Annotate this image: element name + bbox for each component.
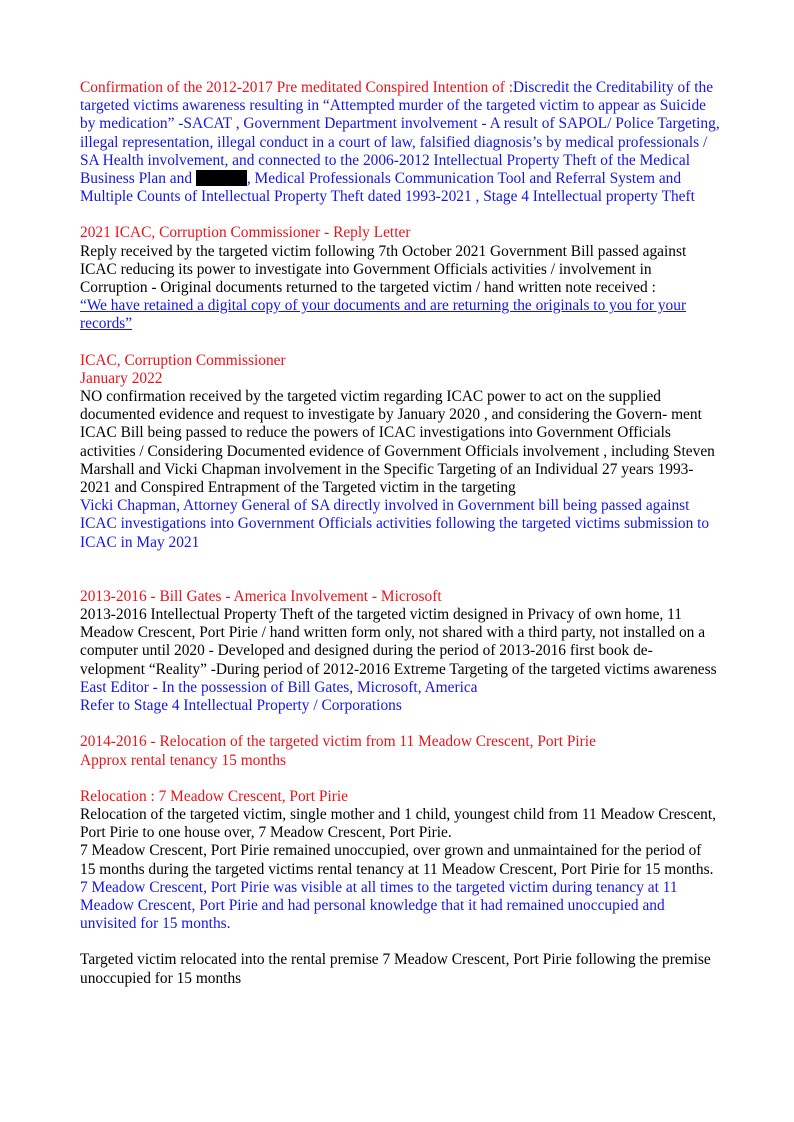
icac-reply-letter-body: Reply received by the targeted victim following 7th October 2021 Government Bill passed against ICAC reducing its power to investigate into Government Officials activities / involvement in Corruption - Original documents returned to the targeted victim / hand written note received : — [80, 242, 687, 297]
relocation-body-1: Relocation of the targeted victim, single mother and 1 child, youngest child from 11 Meadow Crescent, Port Pirie to one house over, 7 Meadow Crescent, Port Pirie. — [80, 805, 716, 842]
icac-reply-letter-heading: 2021 ICAC, Corruption Commissioner - Reply Letter — [80, 224, 411, 242]
east-editor-line: East Editor - In the possession of Bill Gates, Microsoft, America — [80, 678, 478, 696]
rental-tenancy-line: Approx rental tenancy 15 months — [80, 751, 287, 769]
relocated-into-premise-text: Targeted victim relocated into the rental premise 7 Meadow Crescent, Port Pirie following the premise unoccupied for 15 months — [80, 951, 711, 987]
stage4-reference-line: Refer to Stage 4 Intellectual Property / Corporations — [80, 697, 402, 715]
relocation-body-2: 7 Meadow Crescent, Port Pirie remained unoccupied, over grown and unmaintained for the period of 15 months during the targeted victims rental tenancy at 11 Meadow Crescent, Port Pirie for 15 months. — [80, 842, 714, 878]
confirmation-body-part2: , Medical Professionals Communication Tool and Referral System and Multiple Counts of Intellectual Property Theft dated 1993-2021 , Stage 4 Intellectual property Theft — [80, 170, 695, 206]
relocation-blue-note: 7 Meadow Crescent, Port Pirie was visible at all times to the targeted victim during tenancy at 11 Meadow Crescent, Port Pirie and had personal knowledge that it had remained unoccupied and unvisited for 15 months. — [80, 878, 678, 933]
confirmation-heading: Confirmation of the 2012-2017 Pre meditated Conspired Intention of : — [80, 79, 513, 96]
section-2012-2017-confirmation — [80, 79, 720, 206]
document-page — [80, 79, 720, 988]
icac-commissioner-date: January 2022 — [80, 369, 163, 387]
icac-commissioner-heading: ICAC, Corruption Commissioner — [80, 351, 286, 369]
confirmation-body-part1: Discredit the Creditability of the targeted victims awareness resulting in “Attempted murder of the targeted victim to appear as Suicide by medication” -SACAT , Government Department involvement - A result of SAPOL/ Police Targeting, illegal representation, illegal conduct in a court of law, falsified diagnosis’s by medical professionals / SA Health involvement, and connected to the 2006-2012 Intellectual Property Theft of the Medical Business Plan and — [80, 79, 720, 188]
redaction-block — [196, 170, 247, 186]
icac-commissioner-body: NO confirmation received by the targeted victim regarding ICAC power to act on the supplied documented evidence and request to investigate by January 2020 , and considering the Govern- ment ICAC Bill being passed to reduce the powers of ICAC investigations into Government Officials activities / Considering Documented evidence of Government Officials involvement , including Steven Marshall and Vicki Chapman involvement in the Specific Targeting of an Individual 27 years 1993-2021 and Conspired Entrapment of the Targeted victim in the targeting — [80, 388, 715, 497]
icac-commissioner-blue-note: Vicki Chapman, Attorney General of SA directly involved in Government bill being passed against ICAC investigations into Government Officials activities following the targeted victims submission to ICAC in May 2021 — [80, 497, 710, 551]
bill-gates-body: 2013-2016 Intellectual Property Theft of the targeted victim designed in Privacy of own home, 11 Meadow Crescent, Port Pirie / hand written form only, not shared with a third party, not installed on a computer until 2020 - Developed and designed during the period of 2013-2016 first book de- velopment “Reality” -During period of 2012-2016 Extreme Targeting of the targeted victims awareness — [80, 606, 717, 678]
bill-gates-heading: 2013-2016 - Bill Gates - America Involvement - Microsoft — [80, 587, 442, 605]
relocation-period-heading: 2014-2016 - Relocation of the targeted victim from 11 Meadow Crescent, Port Pirie — [80, 733, 596, 751]
icac-reply-quote-link[interactable]: “We have retained a digital copy of your documents and are returning the originals to you for your records” — [80, 297, 687, 333]
relocation-7-meadow-heading: Relocation : 7 Meadow Crescent, Port Pirie — [80, 787, 348, 805]
